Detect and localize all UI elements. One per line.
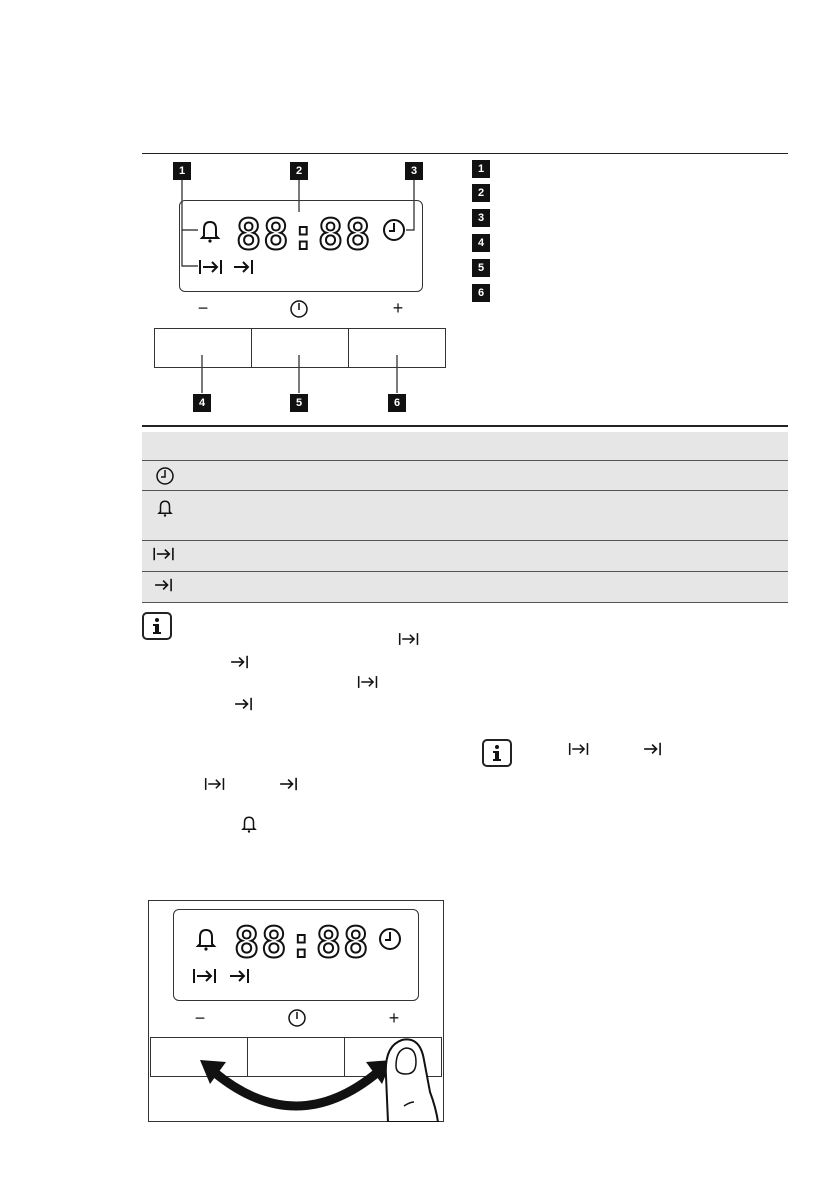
duration-icon — [192, 967, 218, 985]
end-time-icon — [233, 258, 255, 276]
finger-icon — [378, 1036, 444, 1122]
callout-3: 3 — [405, 162, 423, 180]
plus-button[interactable] — [349, 329, 445, 367]
table-top-rule — [142, 425, 788, 427]
callout-6: 6 — [388, 394, 406, 412]
clock-icon — [381, 217, 407, 243]
clock-button[interactable] — [252, 329, 349, 367]
power-icon — [288, 298, 310, 320]
duration-icon — [398, 631, 420, 647]
end-time-icon — [279, 776, 299, 792]
duration-icon — [198, 258, 224, 276]
legend-item-6: 6 — [472, 284, 490, 302]
table-row-duration — [142, 540, 788, 572]
button-row — [154, 328, 446, 368]
minus-label: − — [197, 298, 209, 318]
callout-5: 5 — [290, 394, 308, 412]
clock-icon — [155, 466, 175, 486]
bell-icon — [198, 218, 222, 244]
minus-button[interactable] — [155, 329, 252, 367]
callout-2: 2 — [290, 162, 308, 180]
info-icon — [482, 739, 512, 767]
legend-item-1: 1 — [472, 160, 490, 178]
duration-icon — [568, 741, 590, 757]
legend-item-5: 5 — [472, 259, 490, 277]
bell-icon — [194, 926, 218, 952]
end-time-icon — [234, 696, 254, 712]
table-row-clock — [142, 460, 788, 491]
table-row-end — [142, 571, 788, 603]
info-icon — [142, 612, 172, 640]
legend-item-2: 2 — [472, 184, 490, 202]
duration-icon — [152, 546, 176, 562]
legend-item-4: 4 — [472, 234, 490, 252]
table-row-bell — [142, 490, 788, 541]
callout-1: 1 — [173, 162, 191, 180]
bell-icon — [240, 814, 258, 834]
double-arrow-icon — [196, 1040, 396, 1118]
end-time-icon — [230, 654, 250, 670]
legend-item-3: 3 — [472, 209, 490, 227]
duration-icon — [357, 674, 379, 690]
callout-4: 4 — [193, 394, 211, 412]
table-bottom-rule — [142, 602, 788, 603]
end-time-icon — [153, 577, 175, 593]
end-time-icon — [643, 741, 663, 757]
clock-icon — [377, 926, 403, 952]
plus-label: + — [392, 298, 404, 318]
table-header-row — [142, 432, 788, 460]
plus-label: + — [388, 1008, 400, 1028]
end-time-icon — [229, 967, 251, 985]
minus-label: − — [194, 1008, 206, 1028]
digit-readout: 88:88 — [236, 210, 373, 259]
bell-icon — [156, 498, 174, 518]
power-icon — [286, 1007, 308, 1029]
duration-icon — [204, 776, 226, 792]
digit-readout-2: 88:88 — [234, 918, 371, 967]
